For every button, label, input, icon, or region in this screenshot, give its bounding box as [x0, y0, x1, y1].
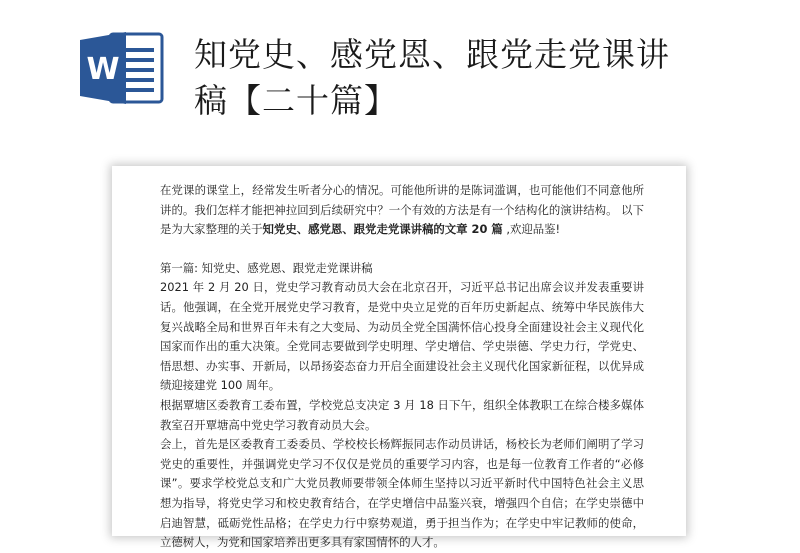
- intro-text-bold: 知党史、感党恩、跟党走党课讲稿的文章 20 篇: [262, 222, 503, 237]
- document-preview: [112, 166, 686, 550]
- body-paragraph-1: 2021 年 2 月 20 日，党史学习教育动员大会在北京召开，习近平总书记出席会议并发表重要讲话。他强调，在全党开展党史学习教育，是党中央立足党的百年历史新起点、统筹中华民族伟大复兴战略全局和世界百年未有之大变局、为动员全党全国满怀信心投身全面建设社会主义现代化国家而作出的重大决策。全党同志要做到学史明理、学史增信、学史崇德、学史力行，学党史、悟思想、办实事、开新局，以昂扬姿态奋力开启全面建设社会主义现代化国家新征程，以优异成绩迎接建党 100 周年。: [160, 280, 644, 393]
- intro-text-a: 在党课的课堂上，经常发生听者分心的情况。可能他所讲的是陈词滥调，也可能他们不同意他所讲的。我们怎样才能把神拉回到后续研究中？一个有效的方法是有一个结构化的演讲结构。 以下是为大家整理的关于: [160, 183, 644, 237]
- body-paragraph-3: 会上，首先是区委教育工委委员、学校校长杨辉振同志作动员讲话，杨校长为老师们阐明了学习党史的重要性，并强调党史学习不仅仅是党员的重要学习内容，也是每一位教育工作者的“必修课”。要求学校党总支和广大党员教师要带领全体师生坚持以习近平新时代中国特色社会主义思想为指导，将党史学习和校史教育结合，在学史增信中品鉴兴衰，增强四个自信；在学史崇德中启迪智慧，砥砺党性品格；在学史力行中察势观道，勇于担当作为；在学史中牢记教师的使命，立德树人，为党和国家培养出更多具有家国情怀的人才。: [160, 437, 644, 550]
- section-title: 第一篇: 知党史、感党恩、跟党走党课讲稿: [160, 260, 373, 275]
- word-document-icon: [76, 28, 168, 108]
- page-title: [194, 32, 754, 124]
- body-paragraph-2: 根据覃塘区委教育工委布置，学校党总支决定 3 月 18 日下午，组织全体教职工在综合楼多媒体教室召开覃塘高中党史学习教育动员大会。: [160, 397, 644, 432]
- page-title-line1: 知党史、感党恩、跟党走党课讲: [194, 35, 670, 74]
- paragraph-spacer: [160, 240, 644, 259]
- page-title-line2: 稿【二十篇】: [194, 81, 398, 120]
- word-icon-letter: W: [86, 52, 120, 87]
- document-page: [112, 166, 686, 550]
- header: [0, 0, 800, 150]
- document-body: [160, 181, 644, 553]
- intro-paragraph: [160, 181, 644, 240]
- intro-text-b: ,欢迎品鉴!: [502, 222, 561, 237]
